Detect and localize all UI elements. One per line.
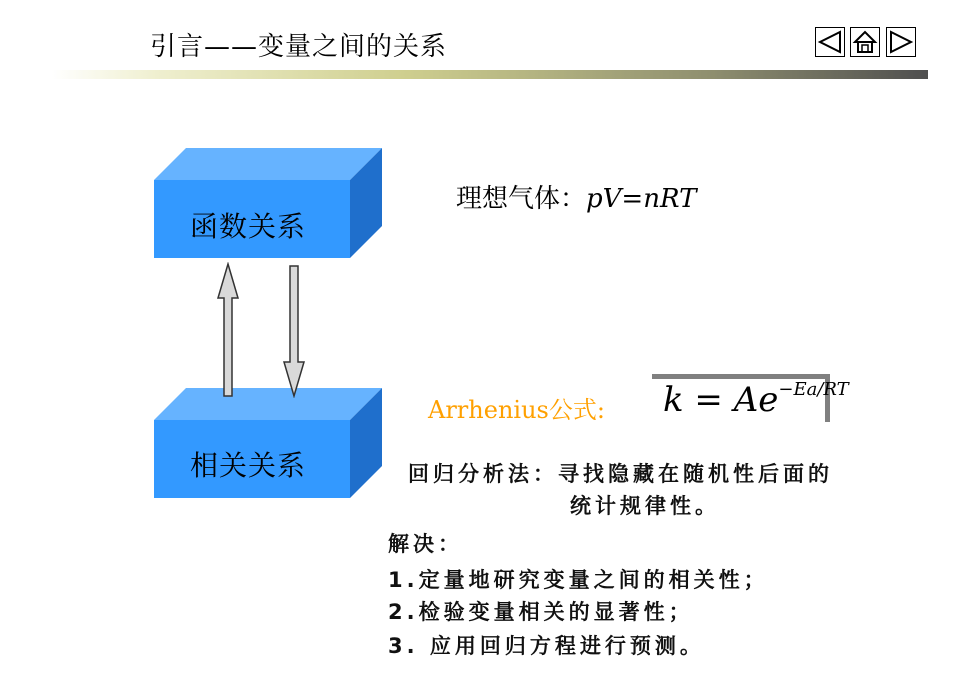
regression-definition-line2: 统计规律性。 bbox=[570, 494, 720, 518]
title-divider bbox=[52, 70, 928, 79]
up-arrow-icon bbox=[216, 262, 240, 398]
arrhenius-exponent: −Ea/RT bbox=[778, 379, 849, 400]
home-icon bbox=[851, 28, 879, 56]
arrhenius-lhs: k = Ae bbox=[663, 380, 779, 420]
correlation-relation-label: 相关关系 bbox=[190, 449, 307, 482]
function-relation-label: 函数关系 bbox=[190, 210, 307, 243]
solve-label: 解决： bbox=[388, 532, 463, 556]
list-item-3: 3. 应用回归方程进行预测。 bbox=[388, 634, 705, 658]
list-item-1: 1.定量地研究变量之间的相关性； bbox=[388, 568, 769, 592]
left-triangle-icon bbox=[816, 28, 844, 56]
ideal-gas-equation bbox=[456, 178, 696, 215]
home-button[interactable] bbox=[850, 27, 880, 57]
ideal-gas-label: 理想气体： bbox=[456, 184, 587, 214]
regression-definition-line1: 回归分析法：寻找隐藏在随机性后面的 bbox=[408, 462, 833, 486]
ideal-gas-formula: pV=nRT bbox=[586, 184, 697, 214]
prev-slide-button[interactable] bbox=[815, 27, 845, 57]
list-item-2: 2.检验变量相关的显著性； bbox=[388, 600, 694, 624]
down-arrow-icon bbox=[282, 264, 306, 398]
arrhenius-label: Arrhenius公式: bbox=[428, 396, 605, 424]
page-title: 引言——变量之间的关系 bbox=[150, 32, 448, 62]
next-slide-button[interactable] bbox=[886, 27, 916, 57]
arrhenius-formula bbox=[663, 380, 849, 420]
right-triangle-icon bbox=[887, 28, 915, 56]
